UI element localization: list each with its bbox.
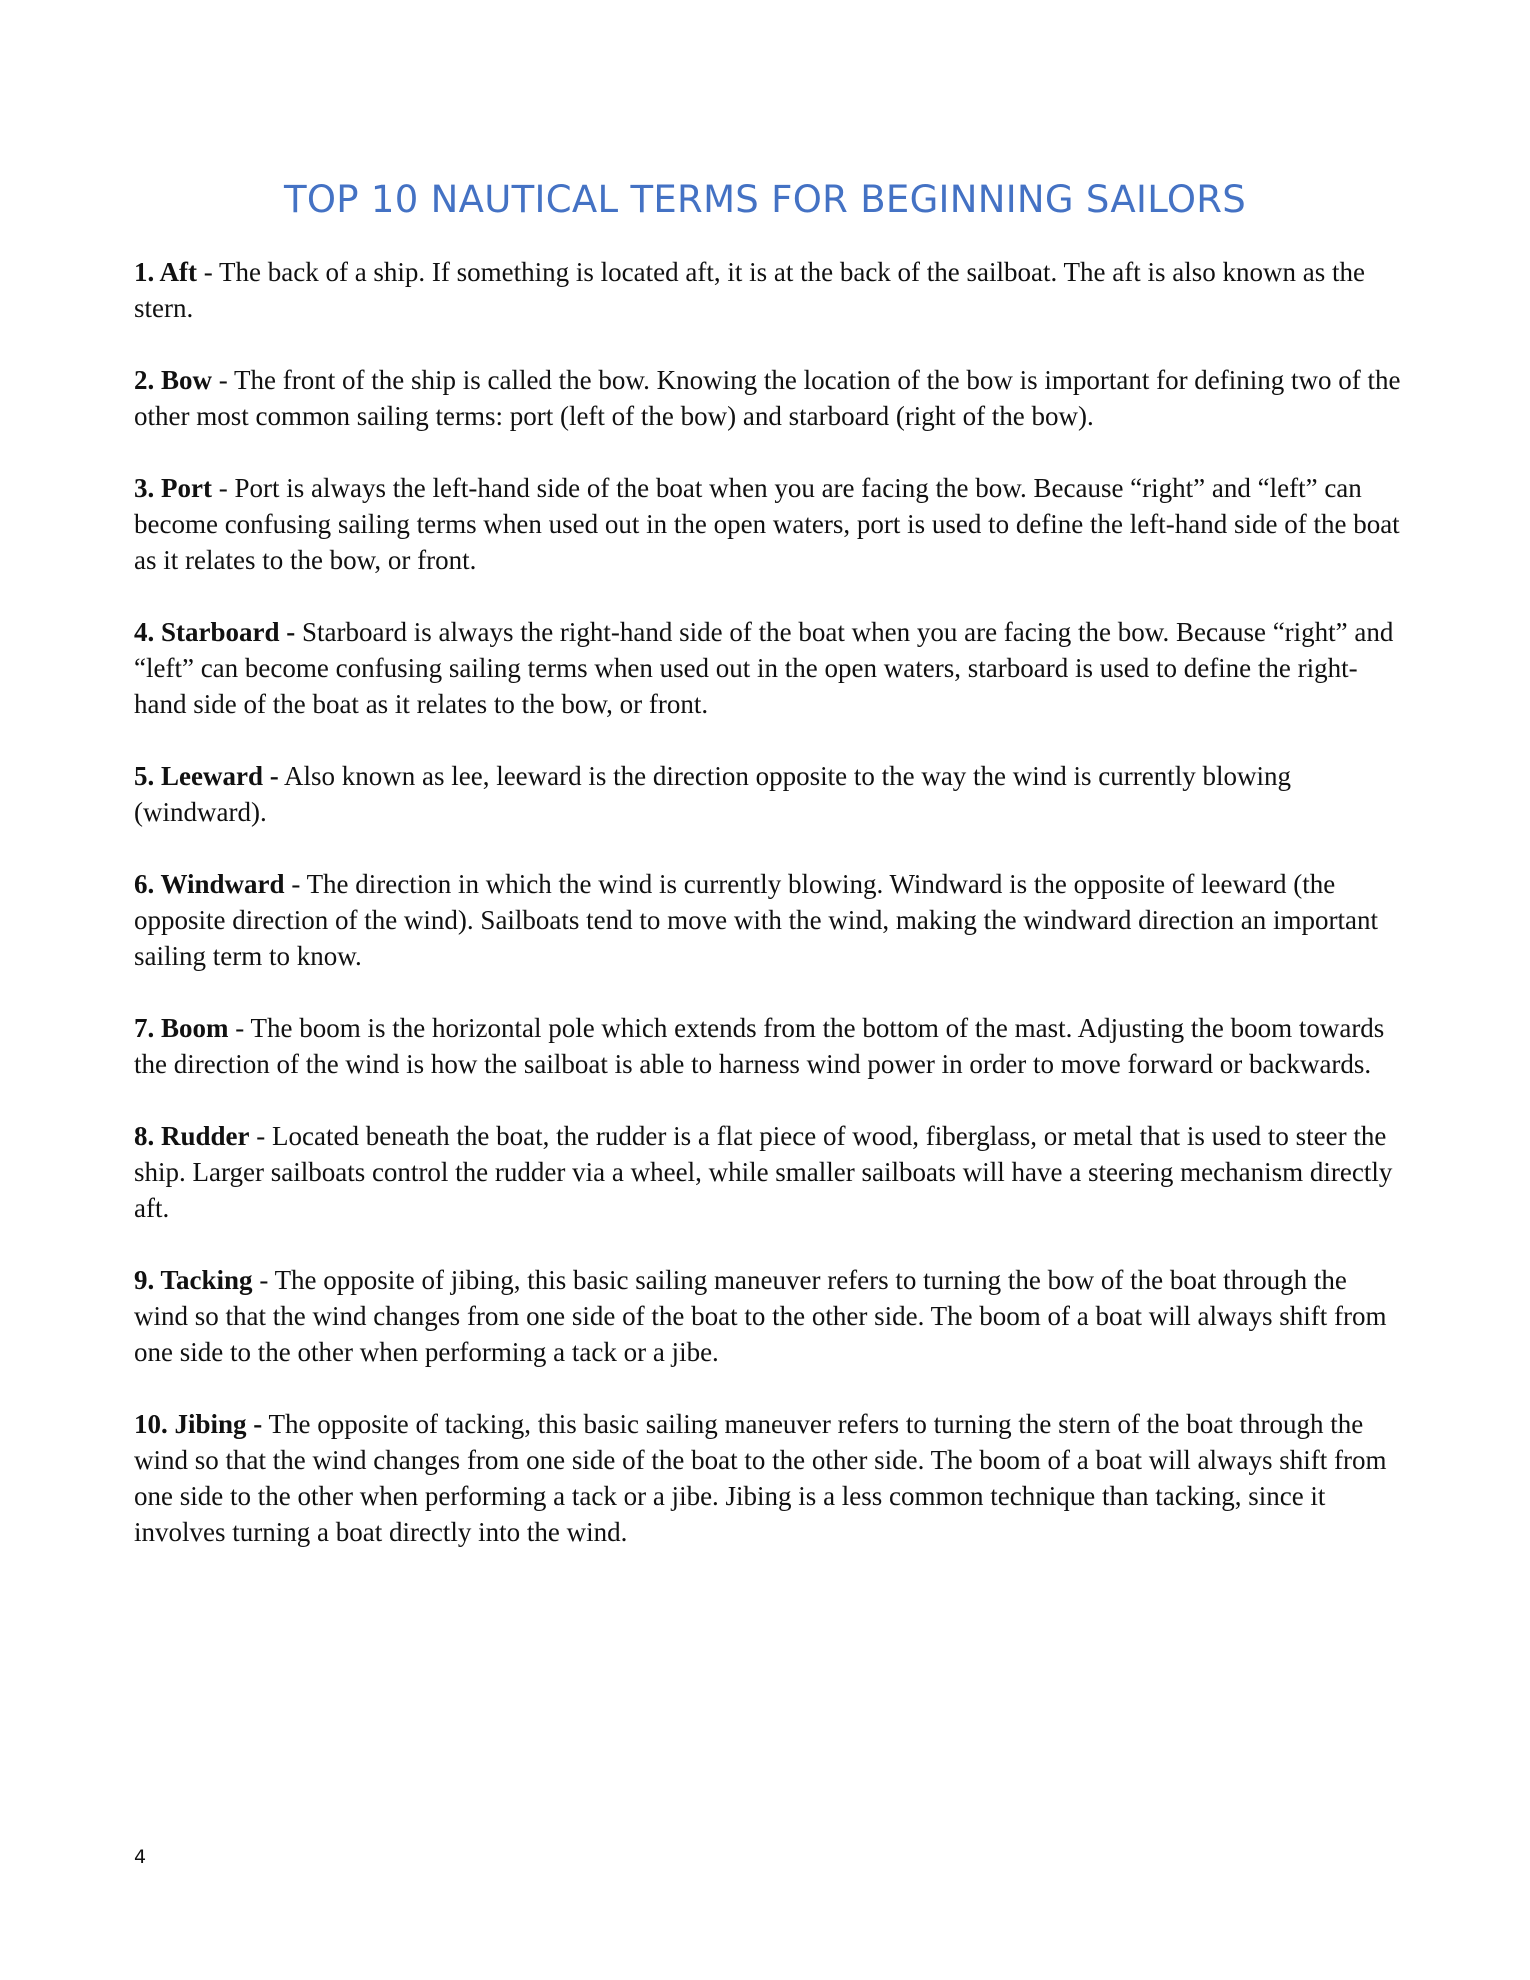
term-label: 5. Leeward - [134, 761, 279, 791]
term-label: 2. Bow [134, 365, 213, 395]
term-label: 8. Rudder [134, 1121, 250, 1151]
term-item-aft [134, 254, 1404, 326]
term-item-jibing [134, 1406, 1404, 1550]
page-number: 4 [134, 1846, 147, 1868]
term-item-bow [134, 362, 1404, 434]
term-definition: - The back of a ship. If something is located aft, it is at the back of the sailboat. The aft is also known as the stern. [134, 257, 1365, 323]
term-definition: - The front of the ship is called the bow. Knowing the location of the bow is important for defining two of the other most common sailing terms: port (left of the bow) and starboard (right of the bow). [134, 365, 1401, 431]
term-item-rudder [134, 1118, 1404, 1226]
term-item-tacking [134, 1262, 1404, 1370]
term-item-windward [134, 866, 1404, 974]
term-definition: - Port is always the left-hand side of the boat when you are facing the bow. Because “right” and “left” can become confusing sailing terms when used out in the open waters, port is used to define the left-hand side of the boat as it relates to the bow, or front. [134, 473, 1400, 575]
term-definition: - The opposite of jibing, this basic sailing maneuver refers to turning the bow of the boat through the wind so that the wind changes from one side of the boat to the other side. The boom of a boat will always shift from one side to the other when performing a tack or a jibe. [134, 1265, 1387, 1367]
term-item-port [134, 470, 1404, 578]
term-label: 1. Aft [134, 257, 197, 287]
term-label: 6. Windward [134, 869, 285, 899]
term-definition: - Located beneath the boat, the rudder is a flat piece of wood, fiberglass, or metal that is used to steer the ship. Larger sailboats control the rudder via a wheel, while smaller sailboats will have a steering mechanism directly aft. [134, 1121, 1393, 1223]
term-label: 9. Tacking [134, 1265, 253, 1295]
page-title: TOP 10 NAUTICAL TERMS FOR BEGINNING SAILORS [283, 178, 1247, 221]
term-definition: - The direction in which the wind is currently blowing. Windward is the opposite of leeward (the opposite direction of the wind). Sailboats tend to move with the wind, making the windward direction an important sailing term to know. [134, 869, 1379, 971]
term-label: 3. Port [134, 473, 212, 503]
term-item-boom [134, 1010, 1404, 1082]
term-definition: Starboard is always the right-hand side of the boat when you are facing the bow. Because “right” and “left” can become confusing sailing terms when used out in the open waters, starboard is used to define the right-hand side of the boat as it relates to the bow, or front. [134, 617, 1394, 719]
term-definition: Also known as lee, leeward is the direction opposite to the way the wind is currently blowing (windward). [134, 761, 1292, 827]
term-definition: - The boom is the horizontal pole which extends from the bottom of the mast. Adjusting the boom towards the direction of the wind is how the sailboat is able to harness wind power in order to move forward or backwards. [134, 1013, 1385, 1079]
term-item-leeward [134, 758, 1404, 830]
term-definition: The opposite of tacking, this basic sailing maneuver refers to turning the stern of the boat through the wind so that the wind changes from one side of the boat to the other side. The boom of a boat will always shift from one side to the other when performing a tack or a jibe. Jibing is a less common technique than tacking, since it involves turning a boat directly into the wind. [134, 1409, 1387, 1547]
term-label: 10. Jibing - [134, 1409, 263, 1439]
term-label: 4. Starboard - [134, 617, 296, 647]
term-label: 7. Boom [134, 1013, 229, 1043]
terms-list [134, 254, 1404, 1586]
term-item-starboard [134, 614, 1404, 722]
